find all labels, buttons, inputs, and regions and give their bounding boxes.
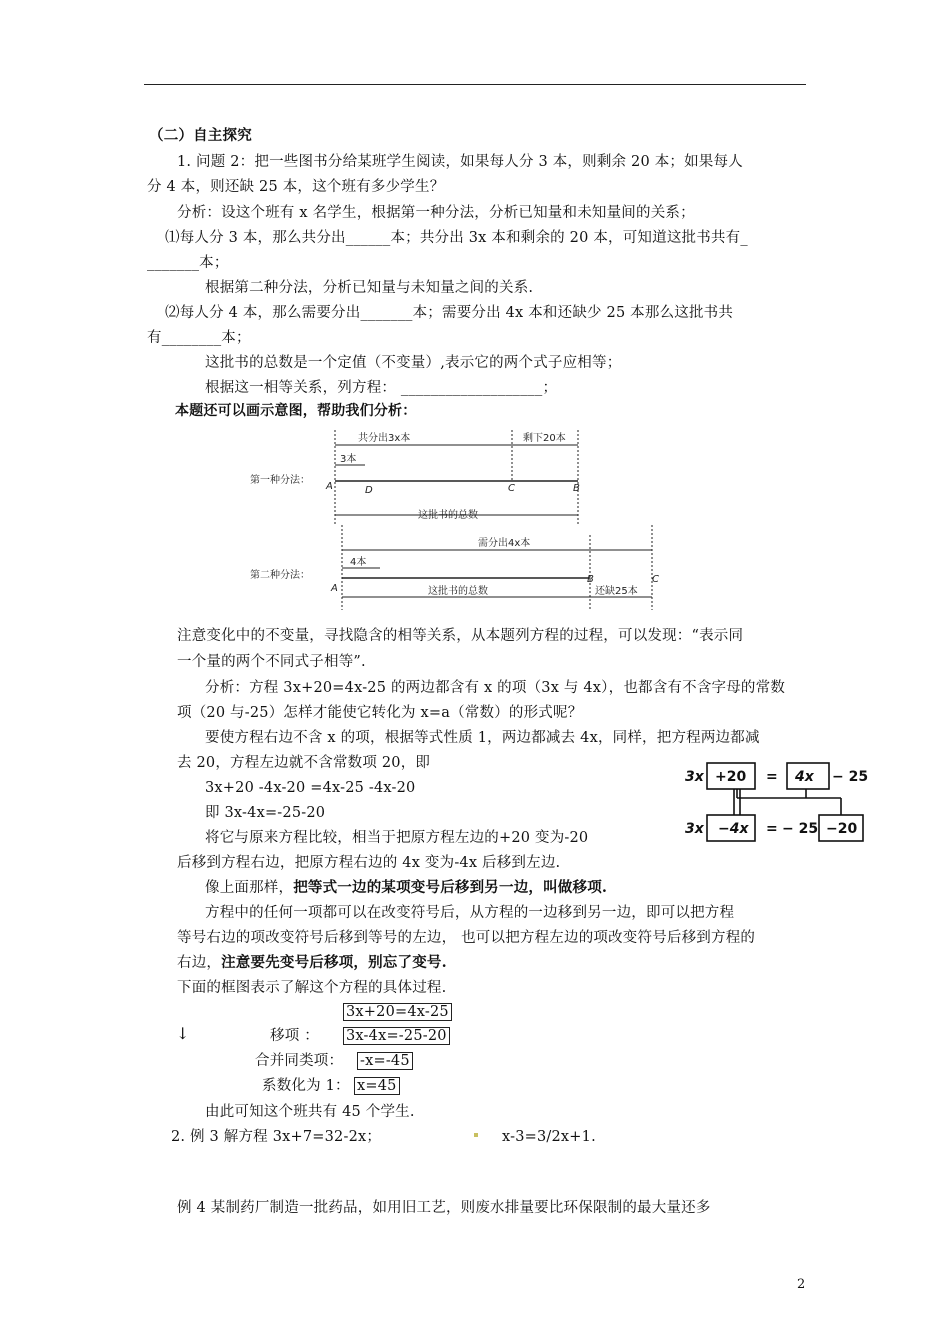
need-4x-label: 需分出4x本: [478, 538, 531, 549]
point-c-2: C: [652, 574, 659, 585]
step-1-line-cont: _______本；: [147, 255, 229, 271]
problem-line-1: 1. 问题 2：把一些图书分给某班学生阅读，如果每人分 3 本，则剩余 20 本；如果每人: [177, 154, 743, 170]
analysis-2-line-2: 项（20 与-25）怎样才能使它转化为 x=a（常数）的形式呢？: [177, 705, 583, 721]
point-b-1: B: [573, 483, 580, 494]
explanation-line-2: 去 20，方程左边就不含常数项 20，即: [177, 755, 431, 771]
equation-prompt: 根据这一相等关系，列方程： ___________________；: [205, 380, 558, 396]
rule-line-1: 方程中的任何一项都可以在改变符号后，从方程的一边移到另一边，即可以把方程: [205, 905, 735, 921]
flow-eq-3: [354, 1076, 400, 1096]
bottom-minus25: − 25: [782, 821, 819, 837]
definition-bold: 把等式一边的某项变号后移到另一边，叫做移项.: [293, 879, 608, 896]
flow-eq-2: [357, 1051, 413, 1071]
problem-line-2: 分 4 本，则还缺 25 本，这个班有多少学生？: [147, 179, 445, 195]
point-b-2: B: [587, 574, 594, 585]
method-1-label: 第一种分法：: [250, 475, 310, 486]
bottom-3x: 3x: [685, 821, 704, 837]
invariant-line: 这批书的总数是一个定值（不变量）,表示它的两个式子应相等；: [205, 355, 622, 371]
analysis-2-line-1: 分析：方程 3x+20=4x-25 的两边都含有 x 的项（3x 与 4x），也都含有不含字母的常数: [205, 680, 786, 696]
flow-step-2: 合并同类项：: [255, 1053, 344, 1069]
flow-step-1: 移项 ：: [270, 1028, 319, 1044]
flow-eq-3-box: x=45: [354, 1077, 400, 1095]
rule-lead: 右边，: [177, 955, 222, 971]
top-equals: =: [766, 769, 778, 785]
point-a-2: A: [331, 583, 338, 594]
definition-lead: 像上面那样，: [205, 880, 294, 896]
flow-intro: 下面的框图表示了解这个方程的具体过程.: [177, 980, 447, 996]
bottom-equals: =: [766, 821, 778, 837]
explanation-line-1: 要使方程右边不含 x 的项，根据等式性质 1，两边都减去 4x，同样，把方程两边都减: [205, 730, 760, 746]
header-rule: [144, 84, 806, 85]
analysis-line: 分析：设这个班有 x 名学生，根据第一种分法，分析已知量和未知量间的关系；: [177, 205, 695, 221]
example-3-second-equation: x-3=3/2x+1.: [502, 1129, 596, 1145]
step-2-line-cont: 有________本；: [147, 330, 251, 346]
flow-eq-1-box: 3x-4x=-25-20: [343, 1027, 450, 1045]
top-plus20: +20: [715, 769, 747, 785]
method-2-intro: 根据第二种分法，分析已知量与未知量之间的关系.: [205, 280, 534, 296]
diagram-intro: 本题还可以画示意图，帮助我们分析：: [175, 403, 417, 419]
segment-diagram: [240, 425, 680, 615]
rule-line-2: 等号右边的项改变符号后移到等号的左边， 也可以把方程左边的项改变符号后移到方程的: [177, 930, 756, 946]
page-number: 2: [797, 1277, 806, 1292]
flow-eq-1: [343, 1026, 450, 1046]
point-d: D: [365, 485, 373, 496]
invariant-note-2: 一个量的两个不同式子相等”.: [177, 654, 366, 670]
four-each-label: 4本: [350, 557, 367, 568]
rule-bold: 注意要先变号后移项，别忘了变号.: [221, 954, 447, 971]
book-total-label-2: 这批书的总数: [428, 586, 488, 597]
three-each-label: 3本: [340, 454, 357, 465]
top-3x: 3x: [685, 769, 704, 785]
example-4-line: 例 4 某制药厂制造一批药品，如用旧工艺，则废水排量要比环保限制的最大量还多: [177, 1200, 711, 1216]
conclusion-line: 由此可知这个班共有 45 个学生.: [205, 1104, 415, 1120]
short-25-label: 还缺25本: [595, 586, 638, 597]
definition-line: [205, 878, 607, 898]
section-heading: （二）自主探究: [149, 127, 252, 144]
equation-step: 3x+20 -4x-20 =4x-25 -4x-20: [205, 780, 416, 796]
compare-line-2: 后移到方程右边，把原方程右边的 4x 变为-4x 后移到左边.: [177, 855, 561, 871]
method-2-label: 第二种分法：: [250, 570, 310, 581]
invariant-note-1: 注意变化中的不变量，寻找隐含的相等关系，从本题列方程的过程，可以发现：“表示同: [177, 628, 744, 644]
rule-line-3: [177, 953, 447, 973]
bottom-minus4x: −4x: [718, 821, 749, 837]
marker-dot: [474, 1133, 478, 1137]
book-total-label-1: 这批书的总数: [418, 510, 478, 521]
top-minus25: − 25: [832, 769, 869, 785]
move-term-diagram: [682, 750, 872, 845]
flow-eq-0: [343, 1002, 452, 1022]
point-c-1: C: [508, 483, 515, 494]
step-2-line: ⑵每人分 4 本，那么需要分出_______本；需要分出 4x 本和还缺少 25 本那么这批书共: [165, 305, 734, 321]
bottom-minus20: −20: [826, 821, 858, 837]
flow-arrow: ↓: [176, 1024, 190, 1043]
equation-result: 即 3x-4x=-25-20: [205, 805, 326, 821]
step-1-line: ⑴每人分 3 本，那么共分出______本；共分出 3x 本和剩余的 20 本，可知道这批书共有_: [165, 230, 748, 246]
flow-eq-0-box: 3x+20=4x-25: [343, 1003, 452, 1021]
point-a-1: A: [326, 481, 333, 492]
remain-20-label: 剩下20本: [523, 433, 566, 444]
compare-line-1: 将它与原来方程比较，相当于把原方程左边的+20 变为-20: [205, 830, 589, 846]
flow-eq-2-box: -x=-45: [357, 1052, 413, 1070]
total-3x-label: 共分出3x本: [358, 433, 411, 444]
example-3-line: 2. 例 3 解方程 3x+7=32-2x；: [171, 1129, 382, 1145]
top-4x: 4x: [795, 769, 814, 785]
flow-step-3: 系数化为 1：: [262, 1078, 350, 1094]
